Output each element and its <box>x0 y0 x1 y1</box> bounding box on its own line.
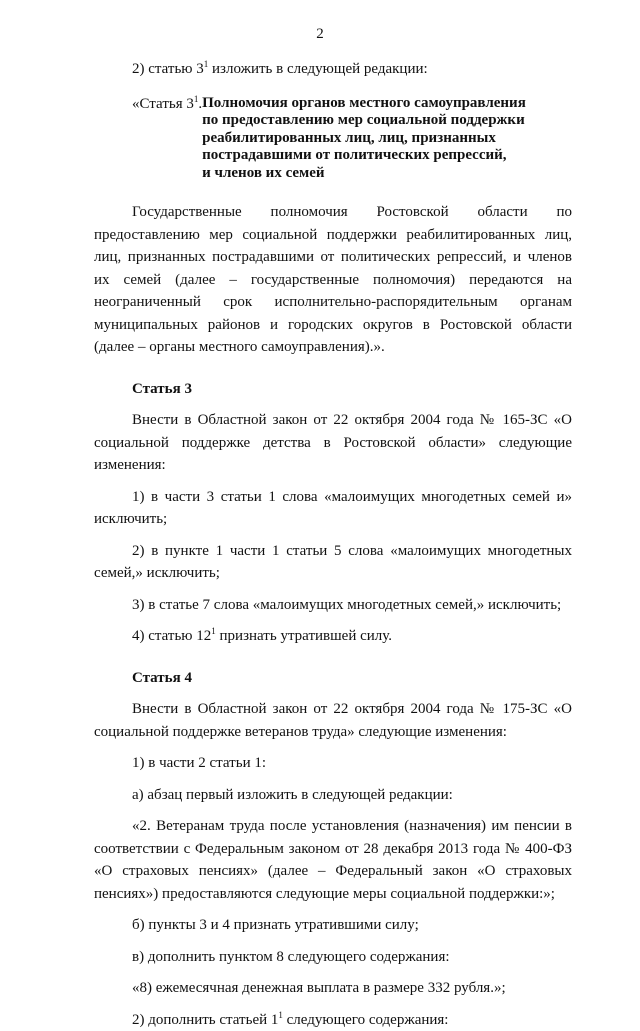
article-3-1-title <box>132 93 572 183</box>
amendment-text: 2) статью 3 <box>132 61 204 77</box>
superscript: 1 <box>194 94 199 104</box>
prefix-text: . <box>198 96 202 112</box>
prefix-text: «Статья 3 <box>132 96 194 112</box>
page-number: 2 <box>0 26 640 43</box>
title-line: реабилитированных лиц, лиц, признанных <box>202 130 526 148</box>
title-line: пострадавшими от политических репрессий, <box>202 147 526 165</box>
article-3-heading: Статья 3 <box>94 378 572 401</box>
article-4-item-1: 1) в части 2 статьи 1: <box>94 752 572 775</box>
article-4-intro: Внести в Областной закон от 22 октября 2004 года № 175-ЗС «О социальной поддержке ветеранов труда» следующие изменения: <box>94 698 572 743</box>
article-4-item-1b: б) пункты 3 и 4 признать утратившими силу; <box>94 914 572 937</box>
article-title-prefix <box>132 93 202 183</box>
amendment-text: изложить в следующей редакции: <box>208 61 427 77</box>
title-line: и членов их семей <box>202 165 526 183</box>
article-4-item-1c-quote: «8) ежемесячная денежная выплата в размере 332 рубля.»; <box>94 977 572 1000</box>
article-3-item-2: 2) в пункте 1 части 1 статьи 5 слова «малоимущих многодетных семей,» исключить; <box>94 540 572 585</box>
amendment-item-article-3-1 <box>94 58 572 81</box>
article-4-item-1c: в) дополнить пунктом 8 следующего содержания: <box>94 946 572 969</box>
item-text: следующего содержания: <box>283 1012 449 1028</box>
article-3-intro: Внести в Областной закон от 22 октября 2004 года № 165-ЗС «О социальной поддержке детства в Ростовской области» следующие изменения: <box>94 409 572 477</box>
article-4-item-1a: а) абзац первый изложить в следующей редакции: <box>94 784 572 807</box>
superscript: 1 <box>211 626 216 636</box>
article-3-item-1: 1) в части 3 статьи 1 слова «малоимущих многодетных семей и» исключить; <box>94 486 572 531</box>
title-line: Полномочия органов местного самоуправления <box>202 95 526 113</box>
article-4-quote: «2. Ветеранам труда после установления (назначения) им пенсии в соответствии с Федеральным законом от 28 декабря 2013 года № 400-ФЗ «О страховых пенсиях» (далее – Федеральный закон «О страховых пенсиях») предоставляются следующие меры социальной поддержки:»; <box>94 815 572 905</box>
title-line: по предоставлению мер социальной поддержки <box>202 112 526 130</box>
item-text: 2) дополнить статьей 1 <box>132 1012 278 1028</box>
article-3-1-body: Государственные полномочия Ростовской области по предоставлению мер социальной поддержки реабилитированных лиц, лиц, признанных пострадавшими от политических репрессий, и членов их семей (далее – государственные полномочия) передаются на неограниченный срок исполнительно-распорядительным органам муниципальных районов и городских округов в Ростовской области (далее – органы местного самоуправления).». <box>94 201 572 359</box>
superscript: 1 <box>278 1010 283 1020</box>
article-3-item-3: 3) в статье 7 слова «малоимущих многодетных семей,» исключить; <box>94 594 572 617</box>
article-4-heading: Статья 4 <box>94 667 572 690</box>
item-text: 4) статью 12 <box>132 628 211 644</box>
item-text: признать утратившей силу. <box>216 628 392 644</box>
article-4-item-2 <box>94 1009 572 1031</box>
document-body <box>94 58 572 1031</box>
superscript: 1 <box>204 59 209 69</box>
article-3-item-4 <box>94 625 572 648</box>
article-title-text <box>202 93 526 183</box>
